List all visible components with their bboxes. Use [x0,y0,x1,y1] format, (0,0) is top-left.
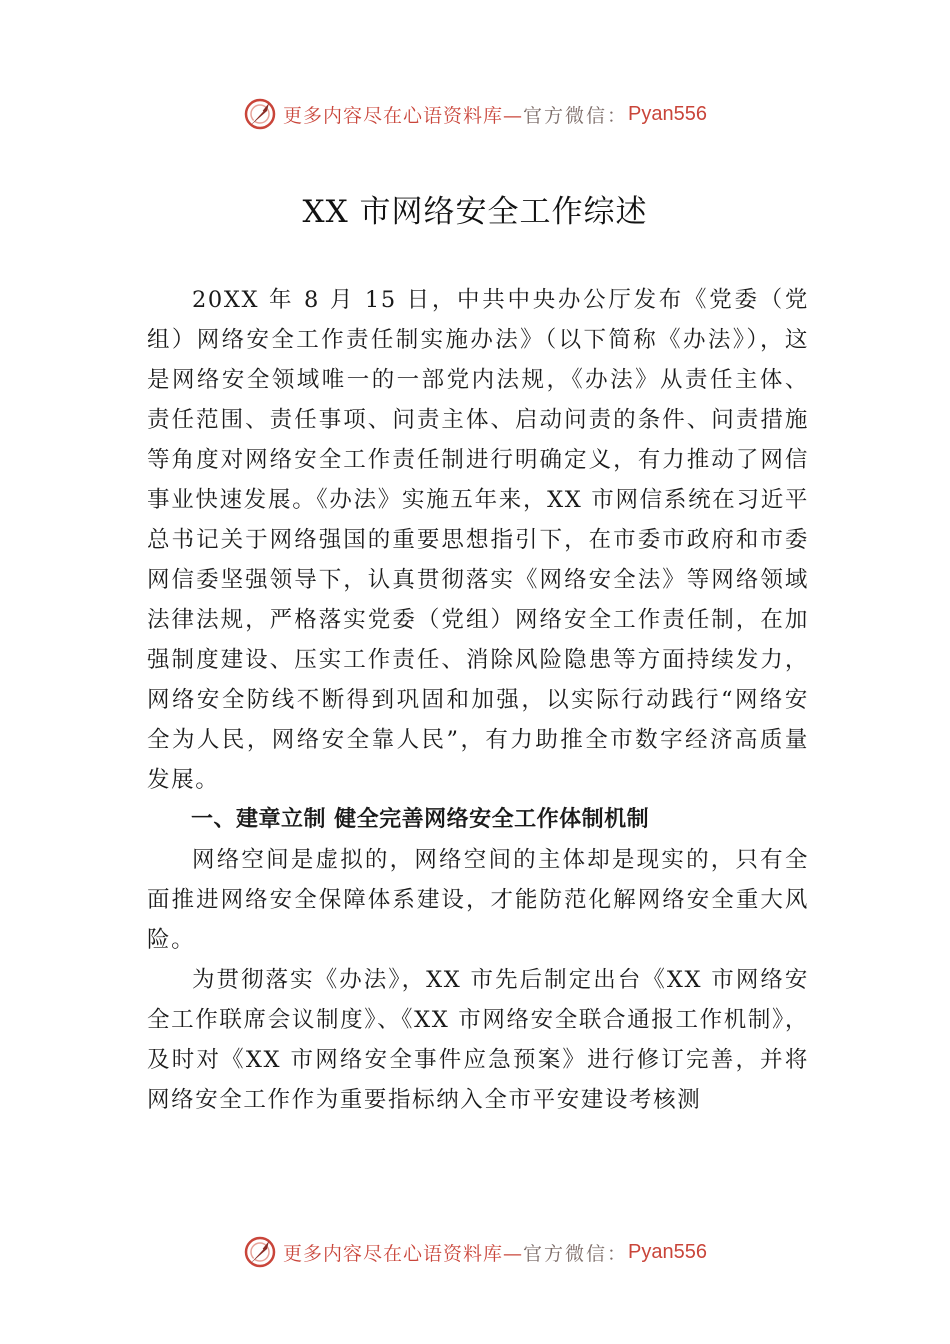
body-paragraph: 网络空间是虚拟的，网络空间的主体却是现实的，只有全面推进网络安全保障体系建设，才能防范化解网络安全重大风险。 [147,847,809,953]
section-heading: 一、建章立制 健全完善网络安全工作体制机制 [191,807,650,832]
header-banner [0,94,950,134]
banner-wechat-label: 官方微信： [523,1242,629,1265]
banner-wechat-id: Pyan556 [628,102,707,125]
quill-badge-icon [243,1235,277,1269]
body-paragraph: 为贯彻落实《办法》，XX 市先后制定出台《XX 市网络安全工作联席会议制度》、《XX 市网络安全联合通报工作机制》，及时对《XX 市网络安全事件应急预案》进行修订完善，并将网络安全工作作为重要指标纳入全市平安建设考核测 [147,967,809,1113]
banner-wechat-label: 官方微信： [523,104,629,127]
quill-badge-icon [243,97,277,131]
document-title: XX 市网络安全工作综述 [302,194,648,230]
banner-text: 更多内容尽在心语资料库— [283,1242,524,1265]
banner-wechat-id: Pyan556 [628,1240,707,1263]
document-body [147,280,809,1120]
intro-paragraph: 20XX 年 8 月 15 日，中共中央办公厅发布《党委（党组）网络安全工作责任制实施办法》（以下简称《办法》），这是网络安全领域唯一的一部党内法规，《办法》从责任主体、责任范围、责任事项、问责主体、启动问责的条件、问责措施等角度对网络安全工作责任制进行明确定义，有力推动了网信事业快速发展。《办法》实施五年来，XX 市网信系统在习近平总书记关于网络强国的重要思想指引下，在市委市政府和市委网信委坚强领导下，认真贯彻落实《网络安全法》等网络领域法律法规，严格落实党委（党组）网络安全工作责任制，在加强制度建设、压实工作责任、消除风险隐患等方面持续发力，网络安全防线不断得到巩固和加强，以实际行动践行“网络安全为人民，网络安全靠人民”，有力助推全市数字经济高质量发展。 [147,287,809,793]
banner-text: 更多内容尽在心语资料库— [283,104,524,127]
footer-banner [0,1232,950,1272]
